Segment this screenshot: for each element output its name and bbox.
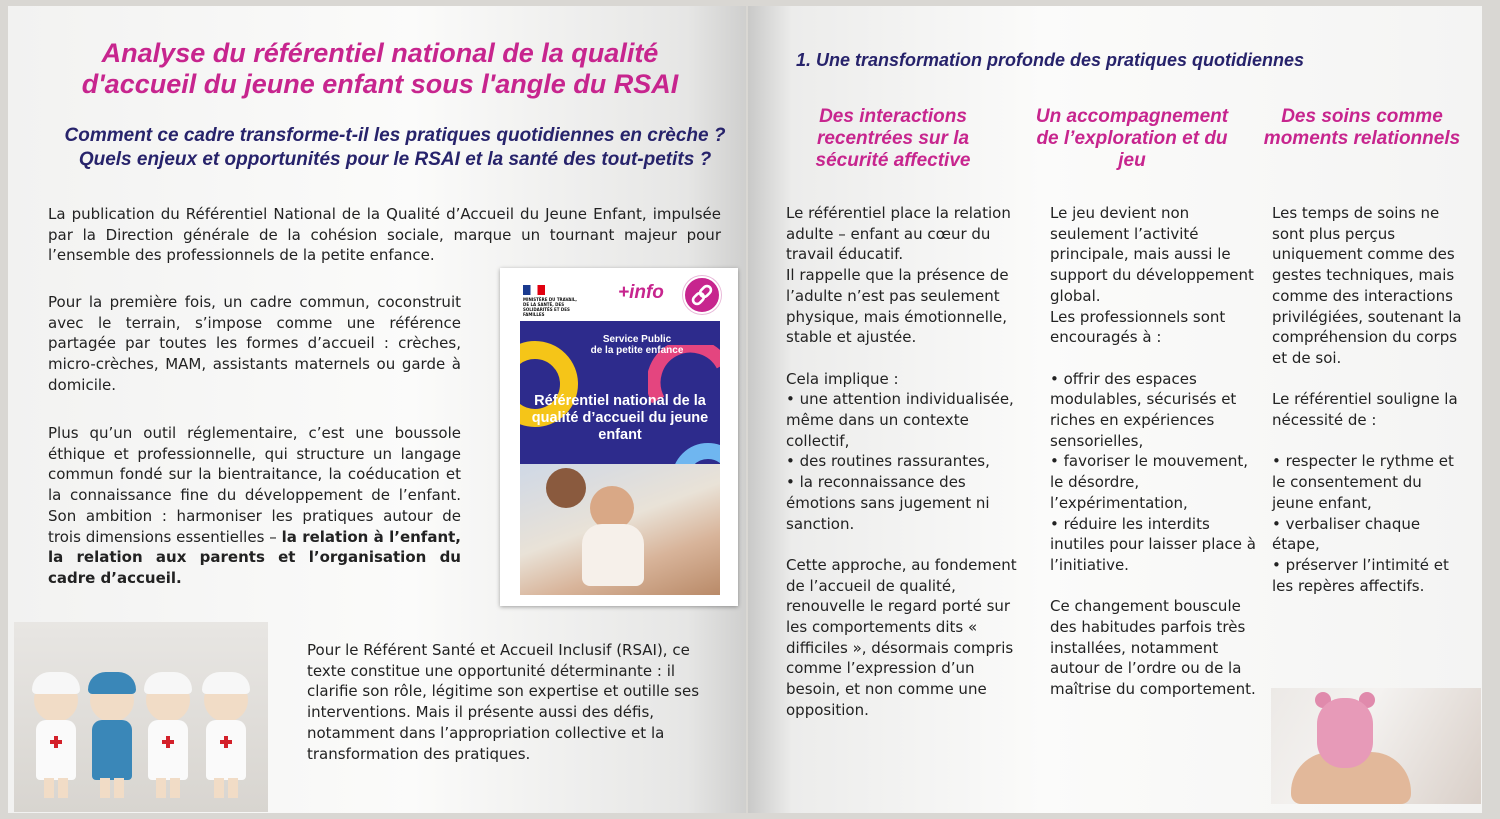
plus-info-label: +info bbox=[618, 282, 664, 303]
chain-link-icon bbox=[685, 278, 719, 312]
nurse-doll bbox=[200, 678, 252, 798]
paragraph-ethical-compass-text: Plus qu’un outil réglementaire, c’est une boussole éthique et professionnelle, qui structure un langage commun fondé sur la bientraitance, la coéducation et la connaissance fine du développement de l’enfant. Son ambition : harmoniser les pratiques autour de trois dimensions essentielles – bbox=[48, 424, 461, 546]
column-heading-interactions: Des interactions recentrées sur la sécurité affective bbox=[815, 106, 971, 171]
nurse-doll bbox=[86, 678, 138, 798]
nurse-doll bbox=[142, 678, 194, 798]
booklet-cover-title: Référentiel national de la qualité d’accueil du jeune enfant bbox=[531, 393, 709, 443]
service-public-logo: Service Public de la petite enfance bbox=[590, 334, 684, 356]
paragraph-common-framework: Pour la première fois, un cadre commun, coconstruit avec le terrain, s’impose comme une référence partagée par toutes les formes d’accueil : crèches, micro-crèches, MAM, assistants maternels ou garde à domicile. bbox=[48, 293, 461, 394]
referentiel-booklet[interactable] bbox=[500, 268, 738, 606]
page-title: Analyse du référentiel national de la qualité d'accueil du jeune enfant sous l'angle du RSAI bbox=[81, 38, 679, 99]
nurse-doll bbox=[30, 678, 82, 798]
booklet-cover bbox=[520, 279, 720, 595]
paragraph-rsai: Pour le Référent Santé et Accueil Inclusif (RSAI), ce texte constitue une opportunité déterminante : il clarifie son rôle, légitime son expertise et outille ses interventions. Mais il présente aussi des défis, notamment dans l’appropriation collective et la transformation des pratiques. bbox=[307, 641, 700, 763]
column-text-soins: Les temps de soins ne sont plus perçus uniquement comme des gestes techniques, mais comme des interactions privilégiées, soutenant la compréhension du corps et de soi. Le référentiel souligne la nécessité de : • respecter le rythme et le consentement du jeune enfant, • verbaliser chaque étape, • préserver l’intimité et les repères affectifs. bbox=[1272, 204, 1462, 595]
column-heading-exploration: Un accompagnement de l’exploration et du jeu bbox=[1035, 106, 1229, 171]
intro-paragraph: La publication du Référentiel National de la Qualité d’Accueil du Jeune Enfant, impulsée par la Direction générale de la cohésion sociale, marque un tournant majeur pour l’ensemble des professionnels de la petite enfance. bbox=[48, 205, 721, 265]
marianne-logo bbox=[523, 285, 545, 295]
paragraph-ethical-compass bbox=[48, 423, 461, 589]
subtitle-line-1: Comment ce cadre transforme-t-il les pratiques quotidiennes en crèche ? bbox=[64, 125, 726, 146]
subtitle-line-2: Quels enjeux et opportunités pour le RSAI et la santé des tout-petits ? bbox=[78, 149, 712, 170]
page-subtitle bbox=[50, 124, 740, 172]
ministry-label: MINISTÈRE DU TRAVAIL, DE LA SANTÉ, DES SOLIDARITÉS ET DES FAMILLES bbox=[523, 297, 577, 317]
teddy-bear-hands-image bbox=[1271, 688, 1481, 804]
child-photo bbox=[520, 464, 720, 595]
column-text-interactions: Le référentiel place la relation adulte – enfant au cœur du travail éducatif. Il rappelle que la présence de l’adulte n’est pas seulement physique, mais émotionnelle, stable et ajustée. Cela implique : • une attention individualisée, même dans un contexte collectif, • des routines rassurantes, • la reconnaissance des émotions sans jugement ni sanction. Cette approche, au fondement de l’accueil de qualité, renouvelle le regard porté sur les comportements dits « difficiles », désormais compris comme l’expression d’un besoin, et non comme une opposition. bbox=[786, 204, 1017, 719]
crochet-nurse-dolls-image bbox=[14, 622, 268, 812]
column-text-exploration: Le jeu devient non seulement l’activité principale, mais aussi le support du développement global. Les professionnels sont encouragés à : • offrir des espaces modulables, sécurisés et riches en expériences sensorielles, • favoriser le mouvement, le désordre, l’expérimentation, • réduire les interdits inutiles pour laisser place à l’initiative. Ce changement bouscule des habitudes parfois très installées, notamment autour de l’ordre ou de la maîtrise du comportement. bbox=[1050, 204, 1256, 699]
link-icon[interactable] bbox=[683, 276, 721, 314]
column-heading-soins: Des soins comme moments relationnels bbox=[1263, 106, 1461, 149]
paragraph-ethical-compass-bold: la relation à l’enfant, la relation aux parents et l’organisation du cadre d’accueil. bbox=[48, 527, 461, 587]
section-heading: 1. Une transformation profonde des pratiques quotidiennes bbox=[796, 50, 1305, 70]
